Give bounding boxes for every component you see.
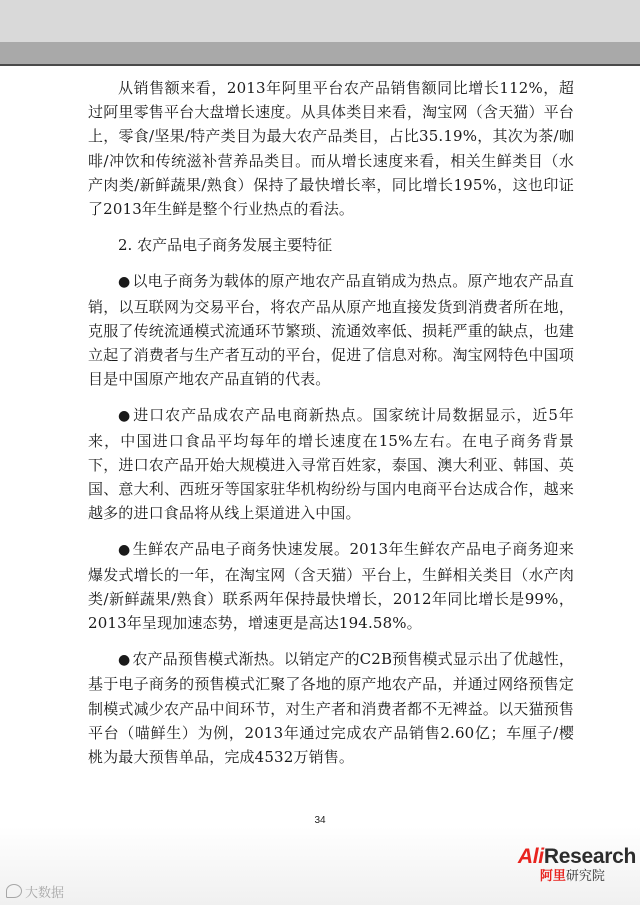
header-rule	[0, 64, 640, 66]
bullet-text: 以电子商务为载体的原产地农产品直销成为热点。原产地农产品直销，以互联网为交易平台，将农产品从原产地直接发货到消费者所在地，克服了传统流通模式流通环节繁琐、流通效率低、损耗严重的缺点，也建立起了消费者与生产者互动的平台，促进了信息对称。淘宝网特色中国项目是中国原产地农产品直销的代表。	[88, 272, 574, 389]
bullet-text: 农产品预售模式渐热。以销定产的C2B预售模式显示出了优越性，基于电子商务的预售模式汇聚了各地的原产地农产品，并通过网络预售定制模式减少农产品中间环节，对生产者和消费者都不无裨益。以天猫预售平台（喵鲜生）为例，2013年通过完成农产品销售2.60亿；车厘子/樱桃为最大预售单品，完成4532万销售。	[88, 650, 574, 767]
bullet-paragraph	[88, 647, 574, 769]
bullet-paragraph	[88, 403, 574, 525]
brand-research: Research	[543, 845, 636, 868]
brand-wordmark	[518, 846, 636, 868]
bullet-paragraph	[88, 537, 574, 635]
brand-ali-cn: 阿里	[539, 868, 566, 883]
bullet-icon: ●	[118, 542, 131, 559]
alibaba-research-logo	[518, 846, 636, 884]
bullet-paragraph	[88, 269, 574, 391]
section-heading: 2. 农产品电子商务发展主要特征	[118, 236, 333, 255]
watermark-text: 大数据	[25, 886, 65, 901]
watermark	[6, 882, 64, 901]
page-content	[88, 76, 574, 769]
bullet-icon: ●	[118, 274, 131, 291]
brand-cn	[518, 868, 636, 884]
brand-ali: Ali	[517, 845, 544, 868]
bullet-text: 生鲜农产品电子商务快速发展。2013年生鲜农产品电子商务迎来爆发式增长的一年，在淘宝网（含天猫）平台上，生鲜相关类目（水产肉类/新鲜蔬果/熟食）联系两年保持最快增长，2012年同比增长是99%，2013年呈现加速态势，增速更是高达194.58%。	[88, 540, 574, 633]
intro-paragraph: 从销售额来看，2013年阿里平台农产品销售额同比增长112%，超过阿里零售平台大盘增长速度。从具体类目来看，淘宝网（含天猫）平台上，零食/坚果/特产类目为最大农产品类目，占比35.19%，其次为茶/咖啡/冲饮和传统滋补营养品类目。而从增长速度来看，相关生鲜类目（水产肉类/新鲜蔬果/熟食）保持了最快增长率，同比增长195%，这也印证了2013年生鲜是整个行业热点的看法。	[88, 79, 574, 219]
bullet-icon: ●	[118, 408, 132, 425]
bullet-icon: ●	[118, 652, 131, 669]
page-header-band	[0, 0, 640, 68]
page-number: 34	[314, 815, 326, 826]
brand-institute: 研究院	[565, 868, 605, 883]
bullet-text: 进口农产品成农产品电商新热点。国家统计局数据显示，近5年来，中国进口食品平均每年的增长速度在15%左右。在电子商务背景下，进口农产品开始大规模进入寻常百姓家，泰国、澳大利亚、韩国、英国、意大利、西班牙等国家驻华机构纷纷与国内电商平台达成合作，越来越多的进口食品将从线上渠道进入中国。	[88, 406, 574, 523]
weibo-icon	[6, 884, 22, 898]
